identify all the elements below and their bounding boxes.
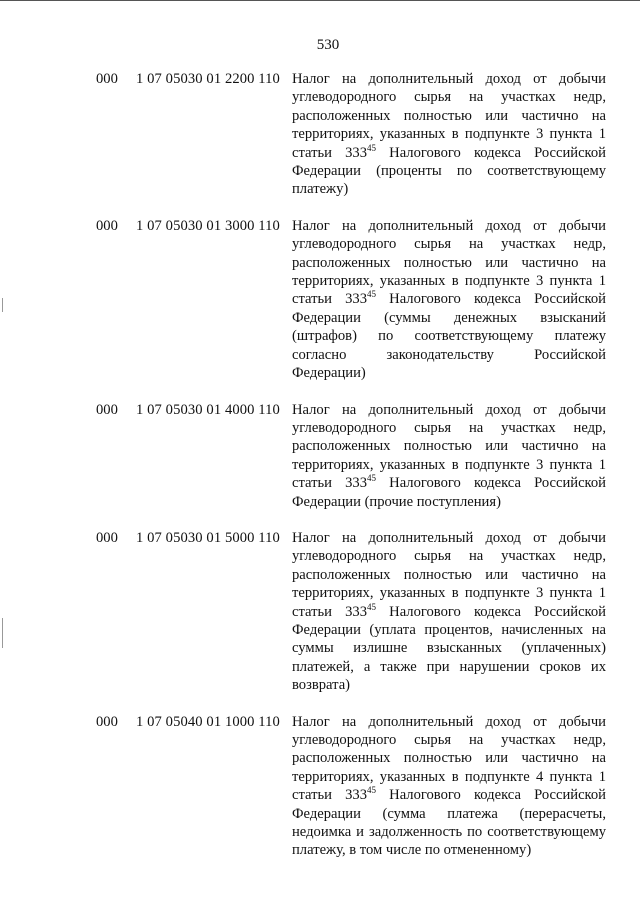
- budget-classification-code: 1 07 05030 01 2200 110: [136, 71, 280, 87]
- description-text: Налогового кодекса Российской Федерации (проценты по соответствующему платежу): [292, 144, 606, 198]
- top-edge-rule: [0, 0, 640, 4]
- admin-code: 000: [96, 713, 118, 730]
- budget-code-entry: [96, 217, 606, 383]
- budget-classification-code: 1 07 05040 01 1000 110: [136, 713, 280, 730]
- description-text: Налогового кодекса Российской Федерации (прочие поступления): [292, 475, 606, 510]
- left-edge-mark: [2, 618, 3, 648]
- budget-code-list: [96, 70, 606, 860]
- article-superscript: 45: [367, 785, 377, 796]
- description-text: Налогового кодекса Российской Федерации (уплата процентов, начисленных на суммы излишне взысканных (уплаченных) платежей, а также при нарушении сроков их возврата): [292, 603, 606, 694]
- code-description: [292, 529, 606, 695]
- budget-classification-code: 1 07 05030 01 5000 110: [136, 529, 280, 546]
- admin-code: 000: [96, 401, 118, 418]
- left-edge-mark: [2, 298, 3, 312]
- budget-code-entry: [96, 401, 606, 511]
- article-superscript: 45: [367, 289, 377, 300]
- description-text: Налог на дополнительный доход от добычи углеводородного сырья на участках недр, расположенных полностью или частично на территориях, указанных в подпункте 3 пункта 1 статьи 333: [292, 401, 606, 492]
- article-superscript: 45: [367, 601, 377, 612]
- code-description: [292, 70, 606, 199]
- budget-classification-code: 1 07 05030 01 3000 110: [136, 217, 280, 234]
- code-description: [292, 217, 606, 383]
- description-text: Налог на дополнительный доход от добычи углеводородного сырья на участках недр, расположенных полностью или частично на территориях, указанных в подпункте 3 пункта 1 статьи 333: [292, 529, 606, 620]
- budget-code-entry: [96, 529, 606, 695]
- budget-code-entry: [96, 70, 606, 199]
- description-text: Налог на дополнительный доход от добычи углеводородного сырья на участках недр, расположенных полностью или частично на территориях, указанных в подпункте 3 пункта 1 статьи 333: [292, 71, 606, 161]
- description-text: Налогового кодекса Российской Федерации (суммы денежных взысканий (штрафов) по соответствующему платежу согласно законодательству Российской Федерации): [292, 291, 606, 382]
- budget-code-entry: [96, 713, 606, 860]
- page-number: 530: [316, 37, 340, 53]
- budget-classification-code: 1 07 05030 01 4000 110: [136, 401, 280, 418]
- admin-code: 000: [96, 71, 118, 87]
- description-text: Налог на дополнительный доход от добычи углеводородного сырья на участках недр, расположенных полностью или частично на территориях, указанных в подпункте 3 пункта 1 статьи 333: [292, 217, 606, 308]
- admin-code: 000: [96, 217, 118, 234]
- description-text: Налогового кодекса Российской Федерации (сумма платежа (перерасчеты, недоимка и задолженность по соответствующему платежу, в том числе по отмененному): [292, 787, 606, 859]
- description-text: Налог на дополнительный доход от добычи углеводородного сырья на участках недр, расположенных полностью или частично на территориях, указанных в подпункте 4 пункта 1 статьи 333: [292, 713, 606, 804]
- code-description: [292, 401, 606, 511]
- article-superscript: 45: [367, 473, 377, 484]
- code-description: [292, 713, 606, 860]
- admin-code: 000: [96, 529, 118, 546]
- article-superscript: 45: [367, 142, 377, 153]
